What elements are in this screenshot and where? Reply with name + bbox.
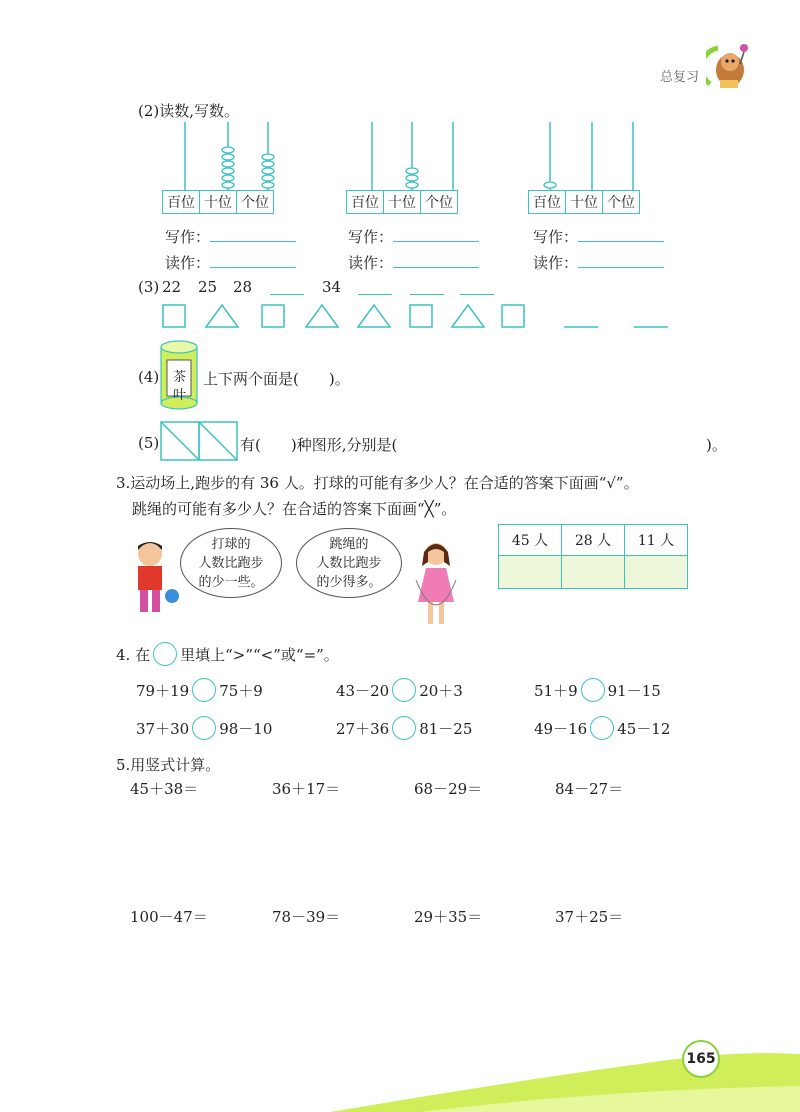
option-11: 11 人: [625, 525, 688, 556]
compare-item: [336, 678, 463, 702]
place-hundreds: 百位: [529, 191, 566, 214]
problem4-instruction: [116, 642, 339, 666]
read-blank[interactable]: [210, 267, 296, 268]
compare-circle[interactable]: [392, 678, 416, 702]
seq-num: 25: [198, 278, 218, 296]
expr-right: 91－15: [607, 681, 661, 700]
calc-item: 45＋38＝: [130, 780, 199, 798]
calc-item: 78－39＝: [272, 908, 341, 926]
problem3-line1: 3.运动场上,跑步的有 36 人。打球的可能有多少人？在合适的答案下面画“√”。: [116, 474, 639, 492]
bubble-rope-line: 跳绳的: [329, 537, 369, 552]
place-tens: 十位: [384, 191, 421, 214]
compare-item: [534, 678, 661, 702]
expr-left: 43－20: [336, 681, 390, 700]
boy-illustration: [128, 540, 180, 618]
compare-item: [136, 716, 272, 740]
seq-blank[interactable]: [270, 294, 304, 295]
seq-blank[interactable]: [358, 294, 392, 295]
compare-circle[interactable]: [192, 678, 216, 702]
read-blank[interactable]: [393, 267, 479, 268]
calc-item: 36＋17＝: [272, 780, 341, 798]
answer-cell[interactable]: [562, 556, 625, 589]
q2-label: (2)读数,写数。: [138, 102, 240, 120]
expr-left: 51＋9: [534, 681, 578, 700]
place-ones: 个位: [421, 191, 458, 214]
q3-label: (3): [138, 278, 160, 296]
seq-num: 34: [322, 278, 342, 296]
option-28: 28 人: [562, 525, 625, 556]
page-number: 165: [682, 1040, 720, 1078]
expr-left: 37＋30: [136, 719, 190, 738]
shape-pattern: [160, 300, 680, 332]
compare-circle[interactable]: [192, 716, 216, 740]
answer-table: [498, 524, 688, 589]
write-blank[interactable]: [393, 241, 479, 242]
tea-can: [160, 340, 198, 410]
place-hundreds: 百位: [163, 191, 200, 214]
answer-cell[interactable]: [625, 556, 688, 589]
compare-item: [336, 716, 472, 740]
place-tens: 十位: [200, 191, 237, 214]
calc-item: 84－27＝: [555, 780, 624, 798]
write-blank[interactable]: [578, 241, 664, 242]
q5-text-b: )。: [706, 436, 727, 454]
place-tens: 十位: [566, 191, 603, 214]
abacus-2-place-table: [346, 190, 458, 214]
compare-item: [136, 678, 263, 702]
bubble-ball: [180, 528, 282, 598]
write-blank[interactable]: [210, 241, 296, 242]
bubble-rope: [296, 528, 402, 598]
place-ones: 个位: [237, 191, 274, 214]
bubble-rope-line: 人数比跑步: [316, 556, 382, 571]
girl-illustration: [410, 540, 460, 630]
problem4-label-b: 里填上“>”“<”或“=”。: [180, 645, 339, 664]
q4-text: 上下两个面是( )。: [203, 370, 350, 388]
seq-blank[interactable]: [410, 294, 444, 295]
bubble-ball-line: 人数比跑步: [198, 556, 264, 571]
compare-circle[interactable]: [581, 678, 605, 702]
seq-num: 22: [162, 278, 182, 296]
read-label: 读作：: [533, 254, 579, 272]
calc-item: 29＋35＝: [414, 908, 483, 926]
abacus-1-place-table: [162, 190, 274, 214]
calc-item: 68－29＝: [414, 780, 483, 798]
write-label: 写作：: [165, 228, 211, 246]
bubble-rope-line: 的少得多。: [316, 575, 382, 590]
expr-right: 20＋3: [419, 681, 463, 700]
abacus-3-place-table: [528, 190, 640, 214]
place-ones: 个位: [603, 191, 640, 214]
read-label: 读作：: [165, 254, 211, 272]
split-rectangles: [160, 420, 238, 462]
compare-circle-sample: [153, 642, 177, 666]
seq-blank[interactable]: [460, 294, 494, 295]
write-label: 写作：: [533, 228, 579, 246]
read-blank[interactable]: [578, 267, 664, 268]
compare-item: [534, 716, 670, 740]
expr-right: 45－12: [617, 719, 671, 738]
expr-left: 27＋36: [336, 719, 390, 738]
option-45: 45 人: [499, 525, 562, 556]
abacus-rods: [150, 122, 670, 192]
problem5-label: 5.用竖式计算。: [116, 756, 221, 774]
section-title: 总复习: [660, 70, 700, 85]
can-label-1: 茶: [173, 370, 187, 385]
problem3-line2: 跳绳的可能有多少人？在合适的答案下面画“╳”。: [132, 500, 457, 518]
q5-text-a: 有( )种图形,分别是(: [240, 436, 398, 454]
expr-right: 75＋9: [219, 681, 263, 700]
bubble-ball-line: 的少一些。: [198, 575, 264, 590]
answer-cell[interactable]: [499, 556, 562, 589]
bubble-ball-line: 打球的: [211, 537, 251, 552]
expr-left: 79＋19: [136, 681, 190, 700]
write-label: 写作：: [348, 228, 394, 246]
expr-left: 49－16: [534, 719, 588, 738]
mascot-icon: [706, 40, 754, 92]
q4-label: (4): [138, 368, 160, 386]
read-label: 读作：: [348, 254, 394, 272]
calc-item: 100－47＝: [130, 908, 208, 926]
expr-right: 81－25: [419, 719, 473, 738]
expr-right: 98－10: [219, 719, 273, 738]
problem4-label-a: 4. 在: [116, 645, 151, 664]
can-label-2: 叶: [173, 388, 187, 403]
q5-label: (5): [138, 434, 160, 452]
seq-num: 28: [233, 278, 253, 296]
calc-item: 37＋25＝: [555, 908, 624, 926]
bottom-wave-decoration: [0, 1020, 800, 1112]
compare-circle[interactable]: [392, 716, 416, 740]
compare-circle[interactable]: [590, 716, 614, 740]
place-hundreds: 百位: [347, 191, 384, 214]
